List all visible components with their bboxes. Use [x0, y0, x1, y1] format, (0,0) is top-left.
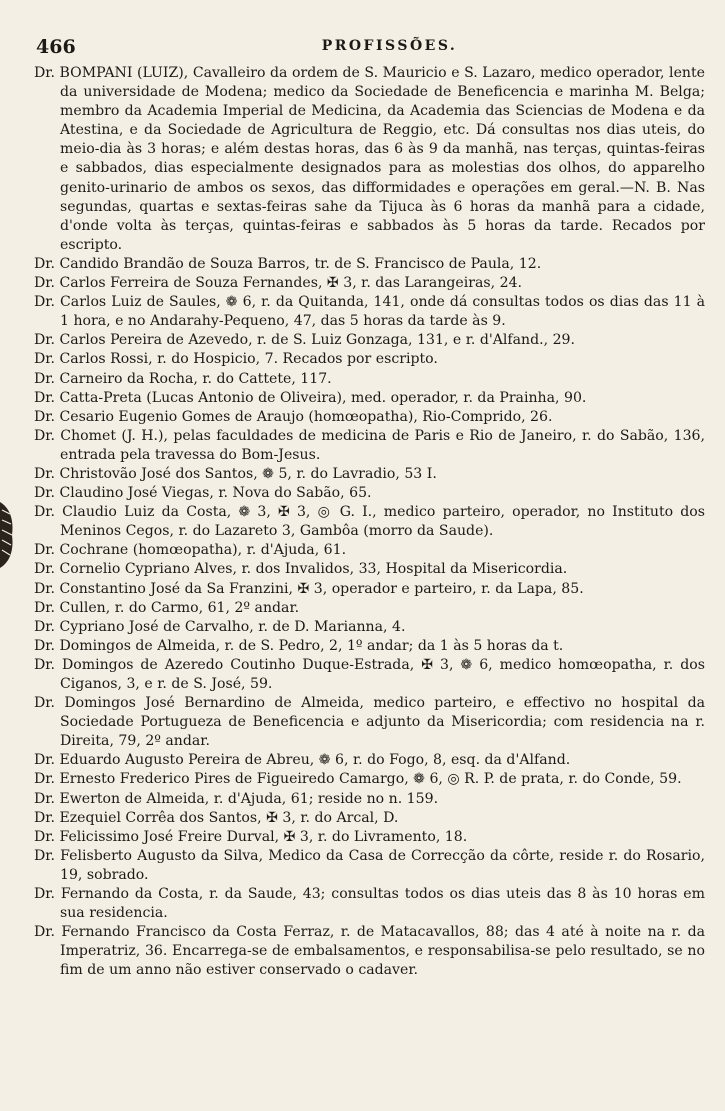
list-item: Dr. Carlos Pereira de Azevedo, r. de S. Luiz Gonzaga, 131, e r. d'Alfand., 29. — [34, 332, 575, 349]
list-item: Dr. Christovão José dos Santos, ❁ 5, r. do Lavradio, 53 I. — [34, 465, 437, 482]
list-item: Dr. Carlos Rossi, r. do Hospicio, 7. Recados por escripto. — [34, 351, 438, 368]
list-item: Dr. Carlos Ferreira de Souza Fernandes, ✠ 3, r. das Larangeiras, 24. — [34, 275, 523, 292]
list-item: Dr. Domingos José Bernardino de Almeida, medico parteiro, e effectivo no hospital da Sociedade Portugueza de Beneficencia e adjunto da Misericordia; com residencia na r. Direita, 79, 2º andar. — [34, 695, 705, 750]
list-item: Dr. Ernesto Frederico Pires de Figueiredo Camargo, ❁ 6, ◎ R. P. de prata, r. do Conde, 59. — [34, 771, 682, 788]
list-item: Dr. Cullen, r. do Carmo, 61, 2º andar. — [34, 599, 300, 616]
binding-ornament-icon — [0, 500, 16, 570]
physician-list — [34, 64, 705, 981]
running-head — [34, 36, 705, 62]
list-item: Dr. BOMPANI (LUIZ), Cavalleiro da ordem de S. Mauricio e S. Lazaro, medico operador, lente da universidade de Modena; medico da Sociedade de Beneficencia e marinha M. Belga; membro da Academia Imperial de Medicina, da Academia das Sciencias de Modena e da Atestina, e da Sociedade de Agricultura de Reggio, etc. Dá consultas nos dias uteis, do meio-dia às 3 horas; e além destas horas, das 6 às 9 da manhã, nas terças, quintas-feiras e sabbados, dias especialmente designados para as molestias dos olhos, do apparelho genito-urinario de ambos os sexos, das difformidades e operações em geral.—N. B. Nas segundas, quartas e sextas-feiras sahe da Tijuca às 6 horas da manhã para a cidade, d'onde volta às terças, quintas-feiras e sabbados às 5 horas da tarde. Recados por escripto. — [34, 65, 705, 253]
list-item: Dr. Cornelio Cypriano Alves, r. dos Invalidos, 33, Hospital da Misericordia. — [34, 561, 568, 578]
list-item: Dr. Claudio Luiz da Costa, ❁ 3, ✠ 3, ◎ G. I., medico parteiro, operador, no Instituto dos Meninos Cegos, r. do Lazareto 3, Gambôa (morro da Saude). — [34, 504, 705, 540]
list-item: Dr. Fernando da Costa, r. da Saude, 43; consultas todos os dias uteis das 8 às 10 horas em sua residencia. — [34, 886, 705, 922]
list-item: Dr. Carlos Luiz de Saules, ❁ 6, r. da Quitanda, 141, onde dá consultas todos os dias das 11 à 1 hora, e no Andarahy-Pequeno, 47, das 5 horas da tarde às 9. — [34, 294, 705, 330]
list-item: Dr. Constantino José da Sa Franzini, ✠ 3, operador e parteiro, r. da Lapa, 85. — [34, 580, 584, 597]
list-item: Dr. Eduardo Augusto Pereira de Abreu, ❁ 6, r. do Fogo, 8, esq. da d'Alfand. — [34, 752, 571, 769]
list-item: Dr. Cesario Eugenio Gomes de Araujo (homœopatha), Rio-Comprido, 26. — [34, 408, 553, 425]
list-item: Dr. Chomet (J. H.), pelas faculdades de medicina de Paris e Rio de Janeiro, r. do Sabão, 136, entrada pela travessa do Bom-Jesus. — [34, 427, 705, 463]
list-item: Dr. Candido Brandão de Souza Barros, tr. de S. Francisco de Paula, 12. — [34, 255, 542, 272]
page-number: 466 — [36, 36, 76, 58]
list-item: Dr. Felisberto Augusto da Silva, Medico da Casa de Correcção da côrte, reside r. do Rosario, 19, sobrado. — [34, 847, 705, 883]
section-title: PROFISSÕES. — [321, 38, 458, 54]
list-item: Dr. Carneiro da Rocha, r. do Cattete, 117. — [34, 370, 332, 387]
list-item: Dr. Catta-Preta (Lucas Antonio de Oliveira), med. operador, r. da Prainha, 90. — [34, 389, 587, 406]
list-item: Dr. Fernando Francisco da Costa Ferraz, r. de Matacavallos, 88; das 4 até à noite na r. da Imperatriz, 36. Encarrega-se de embalsamentos, e responsabilisa-se pelo resultado, se no fim de um anno não estiver conservado o cadaver. — [34, 924, 705, 979]
list-item: Dr. Domingos de Almeida, r. de S. Pedro, 2, 1º andar; da 1 às 5 horas da t. — [34, 637, 564, 654]
list-item: Dr. Domingos de Azeredo Coutinho Duque-Estrada, ✠ 3, ❁ 6, medico homœopatha, r. dos Ciganos, 3, e r. de S. José, 59. — [34, 656, 705, 692]
list-item: Dr. Ewerton de Almeida, r. d'Ajuda, 61; reside no n. 159. — [34, 790, 439, 807]
list-item: Dr. Ezequiel Corrêa dos Santos, ✠ 3, r. do Arcal, D. — [34, 809, 399, 826]
list-item: Dr. Cochrane (homœopatha), r. d'Ajuda, 61. — [34, 542, 347, 559]
list-item: Dr. Cypriano José de Carvalho, r. de D. Marianna, 4. — [34, 618, 406, 635]
list-item: Dr. Felicissimo José Freire Durval, ✠ 3, r. do Livramento, 18. — [34, 828, 468, 845]
list-item: Dr. Claudino José Viegas, r. Nova do Sabão, 65. — [34, 485, 372, 502]
